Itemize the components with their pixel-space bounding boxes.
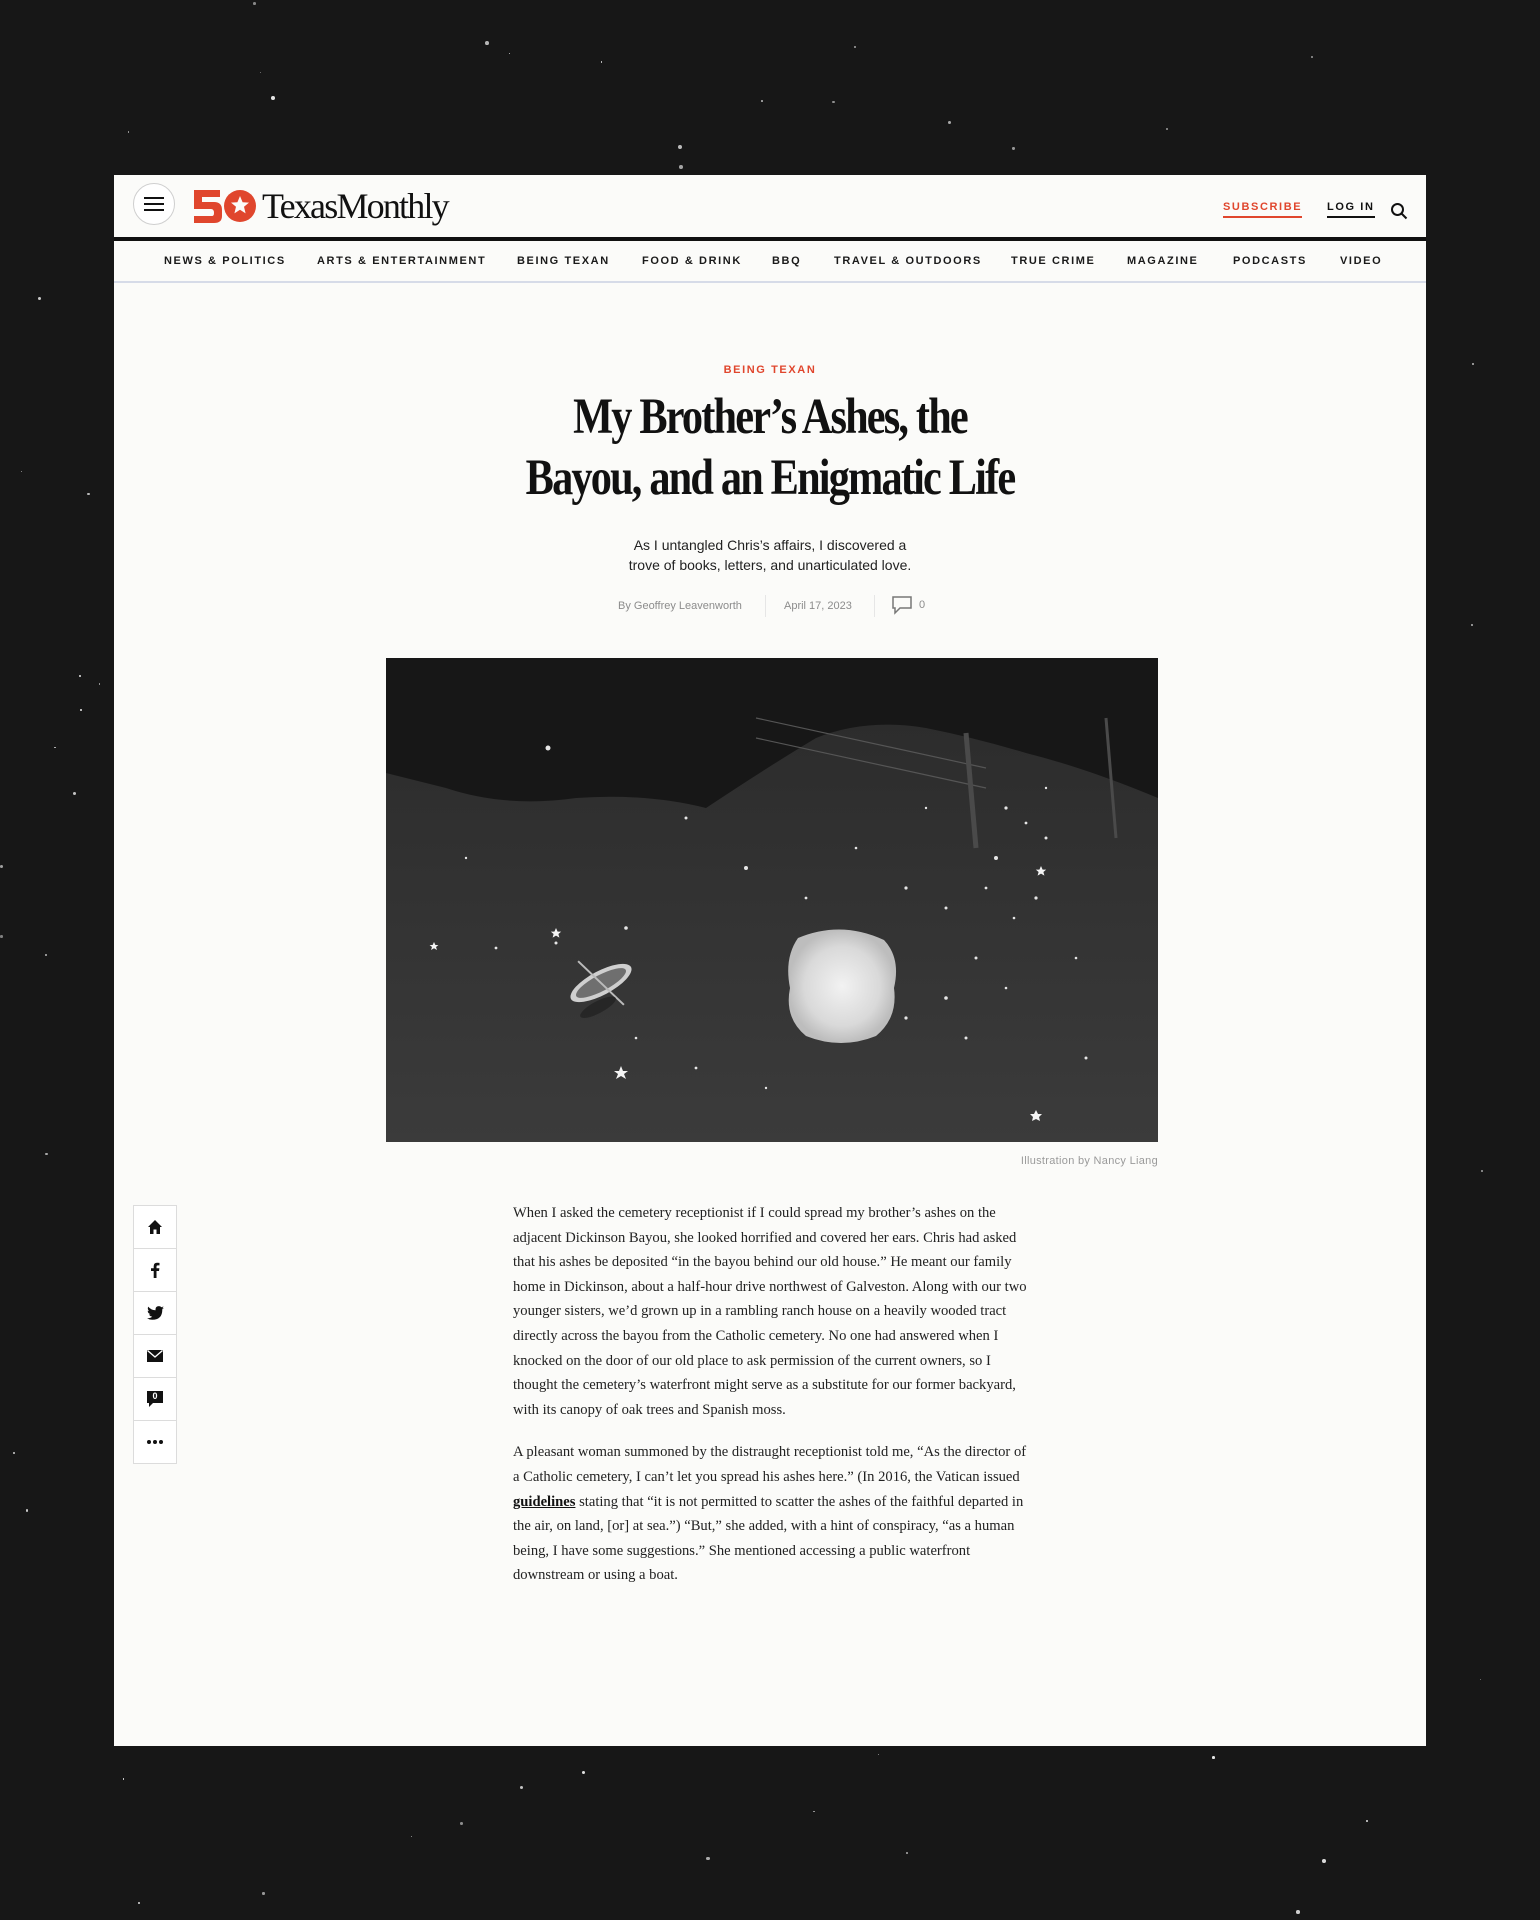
comments-link[interactable] [891,595,925,615]
background-star [253,2,256,5]
background-star [679,165,683,169]
background-star [1212,1756,1215,1759]
background-star [906,1852,908,1854]
background-star [54,747,56,749]
logo-wordmark: TexasMonthly [262,186,448,226]
background-star [26,1509,28,1511]
nav-item-bbq[interactable]: BBQ [772,255,802,267]
background-star [260,72,261,73]
background-star [73,792,76,795]
menu-button[interactable] [133,183,175,225]
publish-date: April 17, 2023 [784,600,852,612]
facebook-icon [150,1262,160,1278]
headline-line-1: My Brother’s Ashes, the [573,389,967,445]
background-star [87,493,89,495]
meta-divider [874,595,875,617]
nav-item-travel-outdoors[interactable]: TRAVEL & OUTDOORS [834,255,982,267]
moon-reflection [788,929,896,1043]
background-star [138,1902,140,1904]
paragraph-text: stating that “it is not permitted to scatter the ashes of the faithful departed in the air, on land, [or] at sea.”) “But,” she added, with a hint of conspiracy, “as a human being, I have some suggestions.” She mentioned accessing a public waterfront downstream or using a boat. [513,1493,1024,1584]
background-star [0,865,3,868]
background-star [123,1778,125,1780]
nav-item-video[interactable]: VIDEO [1340,255,1383,267]
share-toolbar [133,1205,177,1464]
fifty-anniversary-logo-icon [192,186,256,226]
background-star [1322,1859,1326,1863]
share-twitter-button[interactable] [134,1292,176,1335]
article-body [513,1201,1033,1606]
background-star [271,96,275,100]
site-logo[interactable] [192,183,448,229]
body-paragraph-2 [513,1440,1033,1588]
background-star [45,954,47,956]
background-star [601,61,602,62]
article-kicker[interactable]: BEING TEXAN [723,364,817,376]
background-star [79,675,81,677]
background-star [1166,128,1168,130]
article-headline [521,387,1019,509]
background-star [948,121,951,124]
dek-line-2: trove of books, letters, and unarticulated love. [628,557,912,573]
nav-item-news-politics[interactable]: NEWS & POLITICS [164,255,286,267]
night-bayou-illustration [386,658,1158,1142]
share-more-button[interactable] [134,1421,176,1463]
background-star [678,145,682,149]
twitter-icon [147,1306,164,1320]
background-star [411,1836,412,1837]
article-meta [114,595,1426,619]
background-star [1366,1820,1368,1822]
background-star [460,1822,463,1825]
share-email-button[interactable] [134,1335,176,1378]
dek-line-1: As I untangled Chris’s affairs, I discovered a [633,537,907,553]
background-star [128,131,130,133]
browser-page [114,175,1426,1746]
background-star [45,1153,47,1155]
share-comment-button[interactable] [134,1378,176,1421]
main-nav [114,241,1426,283]
comment-icon [146,1390,164,1408]
background-star [99,683,101,685]
background-star [80,709,82,711]
hamburger-menu-icon [144,196,164,212]
login-link[interactable]: LOG IN [1327,201,1375,218]
background-star [1480,1679,1482,1681]
background-star [0,935,2,937]
nav-item-podcasts[interactable]: PODCASTS [1233,255,1307,267]
comment-bubble-icon [891,595,913,615]
headline-line-2: Bayou, and an Enigmatic Life [525,450,1015,506]
background-star [813,1811,814,1812]
body-paragraph-1: When I asked the cemetery receptionist if I could spread my brother’s ashes on the adjacent Dickinson Bayou, she looked horrified and covered her ears. Chris had asked that his ashes be deposited “in the bayou behind our old house.” He meant our family home in Dickinson, about a half-hour drive northwest of Galveston. Along with our two younger sisters, we’d grown up in a rambling ranch house on a heavily wooded tract directly across the bayou from the Catholic cemetery. No one had answered when I knocked on the door of our old place to ask permission of the current owners, so I thought the cemetery’s waterfront might serve as a substitute for our former backyard, with its canopy of oak trees and Spanish moss. [513,1205,1027,1418]
hero-illustration [386,658,1158,1142]
nav-item-arts-entertainment[interactable]: ARTS & ENTERTAINMENT [317,255,487,267]
background-star [1481,1170,1483,1172]
background-star [520,1786,523,1789]
meta-divider [765,595,766,617]
background-star [761,100,763,102]
nav-item-magazine[interactable]: MAGAZINE [1127,255,1199,267]
background-star [262,1892,264,1894]
background-star [485,41,489,45]
image-caption: Illustration by Nancy Liang [1020,1155,1158,1167]
nav-item-true-crime[interactable]: TRUE CRIME [1011,255,1096,267]
nav-item-being-texan[interactable]: BEING TEXAN [517,255,610,267]
article-dek [605,535,935,575]
background-star [1296,1910,1300,1914]
guidelines-link[interactable]: guidelines [513,1493,576,1510]
comment-badge-count: 0 [152,1391,158,1401]
background-star [1471,624,1473,626]
background-star [1472,363,1474,365]
email-icon [147,1350,163,1362]
nav-item-food-drink[interactable]: FOOD & DRINK [642,255,742,267]
home-icon [147,1219,163,1235]
byline[interactable]: By Geoffrey Leavenworth [618,600,742,612]
background-star [13,1452,15,1454]
background-star [706,1857,710,1861]
comment-count: 0 [919,599,926,611]
share-facebook-button[interactable] [134,1249,176,1292]
background-star [854,46,856,48]
share-home-button[interactable] [134,1206,176,1249]
background-star [832,101,834,103]
background-star [1012,147,1014,149]
paragraph-text: A pleasant woman summoned by the distraught receptionist told me, “As the director of a Catholic cemetery, I can’t let you spread his ashes here.” (In 2016, the Vatican issued [513,1444,1027,1485]
subscribe-link[interactable]: SUBSCRIBE [1223,201,1302,218]
background-star [582,1771,585,1774]
more-icon [147,1440,163,1444]
background-star [38,297,41,300]
background-star [21,471,22,472]
background-star [1311,56,1314,59]
background-star [878,1754,879,1755]
background-star [509,53,510,54]
search-icon[interactable] [1390,202,1408,220]
site-header [114,175,1426,241]
